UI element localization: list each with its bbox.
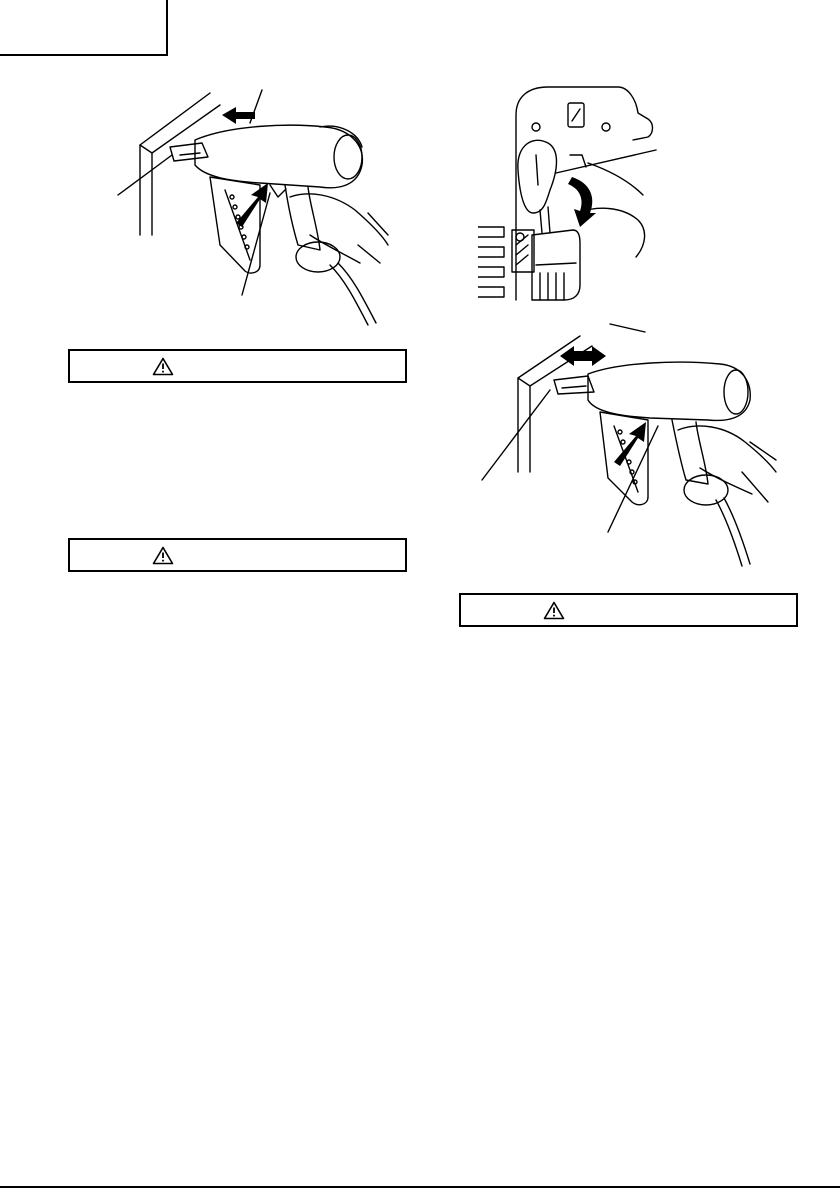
warning-box-2 [68,538,407,572]
arrow-up-right-icon [614,422,646,466]
rotate-arrow-icon [568,177,596,227]
page-bottom-rule [0,1186,840,1188]
warning-triangle-icon [152,546,174,565]
warning-triangle-icon [543,601,565,620]
page-tab-box [0,0,168,56]
figure-selector-lever [478,85,668,305]
warning-triangle-icon [152,357,174,376]
figure-nailer-slide [480,322,780,572]
warning-box-3 [459,593,798,627]
figure-nailer-push [110,85,390,330]
warning-box-1 [68,349,407,383]
